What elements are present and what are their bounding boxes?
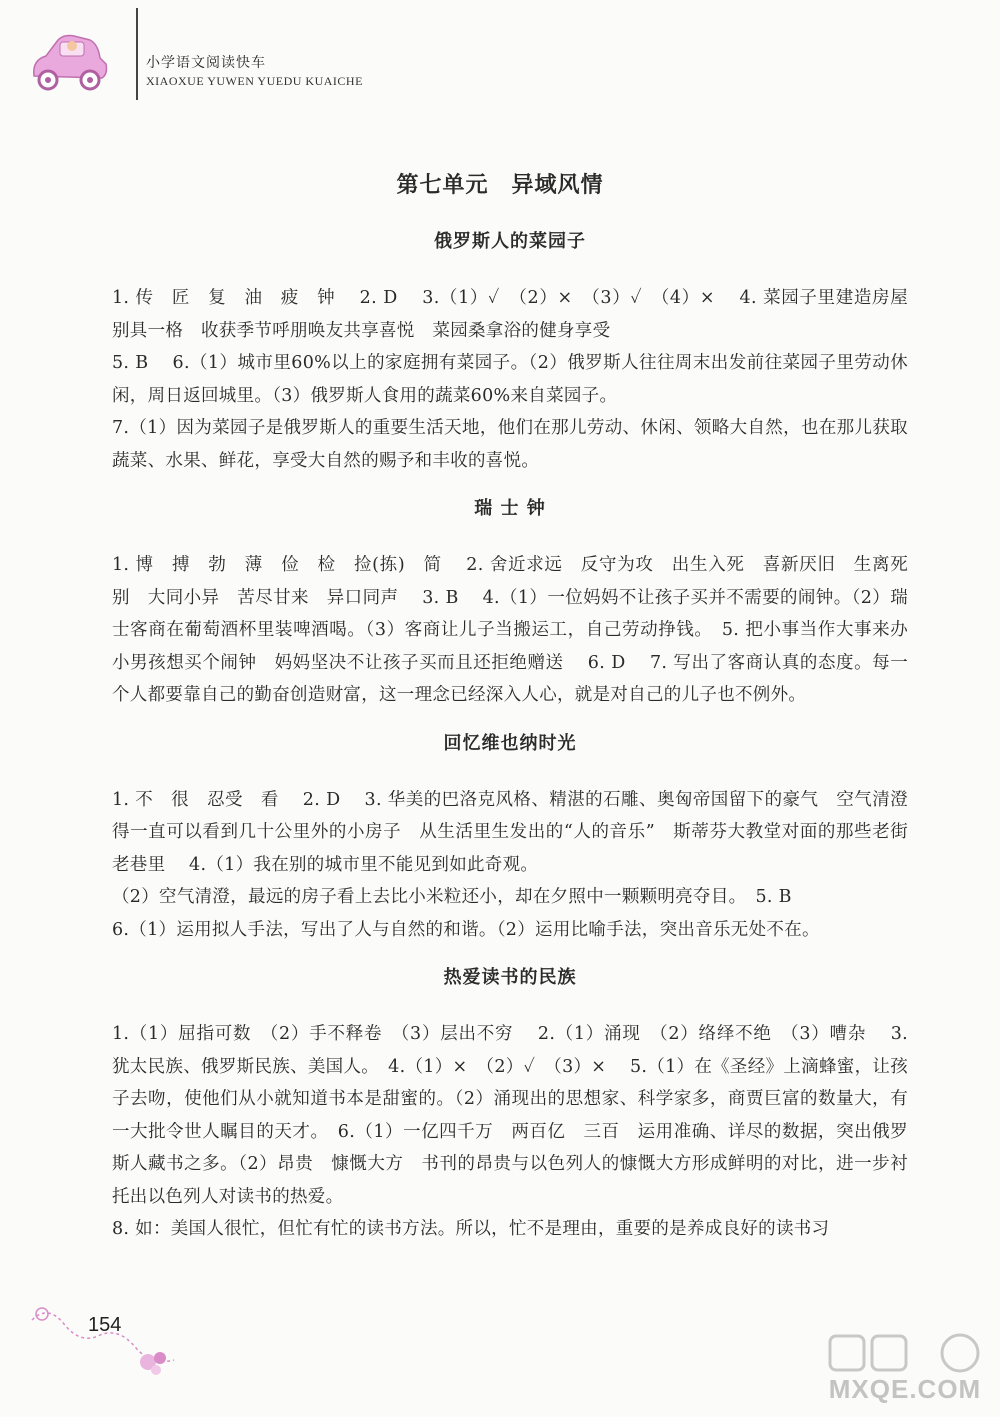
- section-vienna: [112, 732, 908, 947]
- section-title: 瑞 士 钟: [474, 498, 546, 519]
- answer-paragraph: 8. 如：美国人很忙，但忙有忙的读书方法。所以，忙不是理由，重要的是养成良好的读书习: [112, 1219, 830, 1239]
- header-divider: [136, 8, 138, 100]
- answer-paragraph: 7.（1）因为菜园子是俄罗斯人的重要生活天地，他们在那儿劳动、休闲、领略大自然，也在那儿获取蔬菜、水果、鲜花，享受大自然的赐予和丰收的喜悦。: [112, 418, 908, 471]
- section-title: 俄罗斯人的菜园子: [434, 231, 586, 252]
- watermark-text: MXQE.COM: [828, 1374, 982, 1404]
- car-logo-icon: [28, 30, 110, 96]
- section-title: 热爱读书的民族: [443, 967, 577, 988]
- watermark: [820, 1330, 990, 1410]
- section-title: 回忆维也纳时光: [443, 732, 577, 754]
- section-vegetable-garden: [112, 230, 908, 477]
- answer-paragraph: 6.（1）运用拟人手法，写出了人与自然的和谐。（2）运用比喻手法，突出音乐无处不在。: [112, 919, 820, 940]
- answer-content: [112, 230, 926, 1246]
- answer-paragraph: 1. 博 搏 勃 薄 俭 检 捡(拣) 简 2. 舍近求远 反守为攻 出生入死 喜新厌旧 生离死别 大同小异 苦尽甘来 异口同声 3. B 4.（1）一位妈妈不让孩子买并不需要的闹钟。（2）瑞士客商在葡萄酒杯里装啤酒喝。（3）客商让儿子当搬运工，自己劳动挣钱。 5. 把小事当作大事来办 小男孩想买个闹钟 妈妈坚决不让孩子买而且还拒绝赠送 6. D 7. 写出了客商认真的态度。每一个人都要靠自己的勤奋创造财富，这一理念已经深入人心，就是对自己的儿子也不例外。: [112, 555, 926, 705]
- answer-paragraph: 1. 传 匠 复 油 疲 钟 2. D 3.（1）✓ （2）× （3）✓ （4）× 4. 菜园子里建造房屋别具一格 收获季节呼朋唤友共享喜悦 菜园桑拿浴的健身享受: [112, 288, 908, 341]
- running-header: [28, 8, 408, 108]
- answer-paragraph: 1.（1）屈指可数 （2）手不释卷 （3）层出不穷 2.（1）涌现 （2）络绎不绝 （3）嘈杂 3. 犹太民族、俄罗斯民族、美国人。 4.（1）× （2）✓ （3）× 5.（1）在《圣经》上滴蜂蜜，让孩子去吻，使他们从小就知道书本是甜蜜的。（2）涌现出的思想家、科学家多，商贾巨富的数量大，有一大批令世人瞩目的天才。 6.（1）一亿四千万 两百亿 三百 运用准确、详尽的数据，突出俄罗斯人藏书之多。（2）昂贵 慷慨大方 书刊的昂贵与以色列人的慷慨大方形成鲜明的对比，进一步衬托出以色列人对读书的热爱。: [112, 1024, 908, 1207]
- page-number: 154: [88, 1314, 122, 1336]
- answer-paragraph: 1. 不 很 忍受 看 2. D 3. 华美的巴洛克风格、精湛的石雕、奥匈帝国留下的豪气 空气清澄得一直可以看到几十公里外的小房子 从生活里生发出的“人的音乐” 斯蒂芬大教堂对面的那些老街老巷里 4.（1）我在别的城市里不能见到如此奇观。: [112, 789, 908, 875]
- flower-decoration-icon: [28, 1300, 178, 1380]
- section-reading-nation: [112, 966, 908, 1246]
- answer-paragraph: （2）空气清澄，最远的房子看上去比小米粒还小，却在夕照中一颗颗明亮夺目。 5. B: [112, 887, 792, 907]
- section-swiss-clock: [112, 497, 926, 712]
- book-title: 小学语文阅读快车: [146, 55, 266, 71]
- watermark-logo-icon: [824, 1332, 986, 1374]
- book-title-pinyin: XIAOXUE YUWEN YUEDU KUAICHE: [146, 74, 363, 88]
- answer-paragraph: 5. B 6.（1）城市里60%以上的家庭拥有菜园子。（2）俄罗斯人往往周末出发前往菜园子里劳动休闲，周日返回城里。（3）俄罗斯人食用的蔬菜60%来自菜园子。: [112, 353, 908, 406]
- unit-title: 第七单元 异域风情: [396, 173, 604, 198]
